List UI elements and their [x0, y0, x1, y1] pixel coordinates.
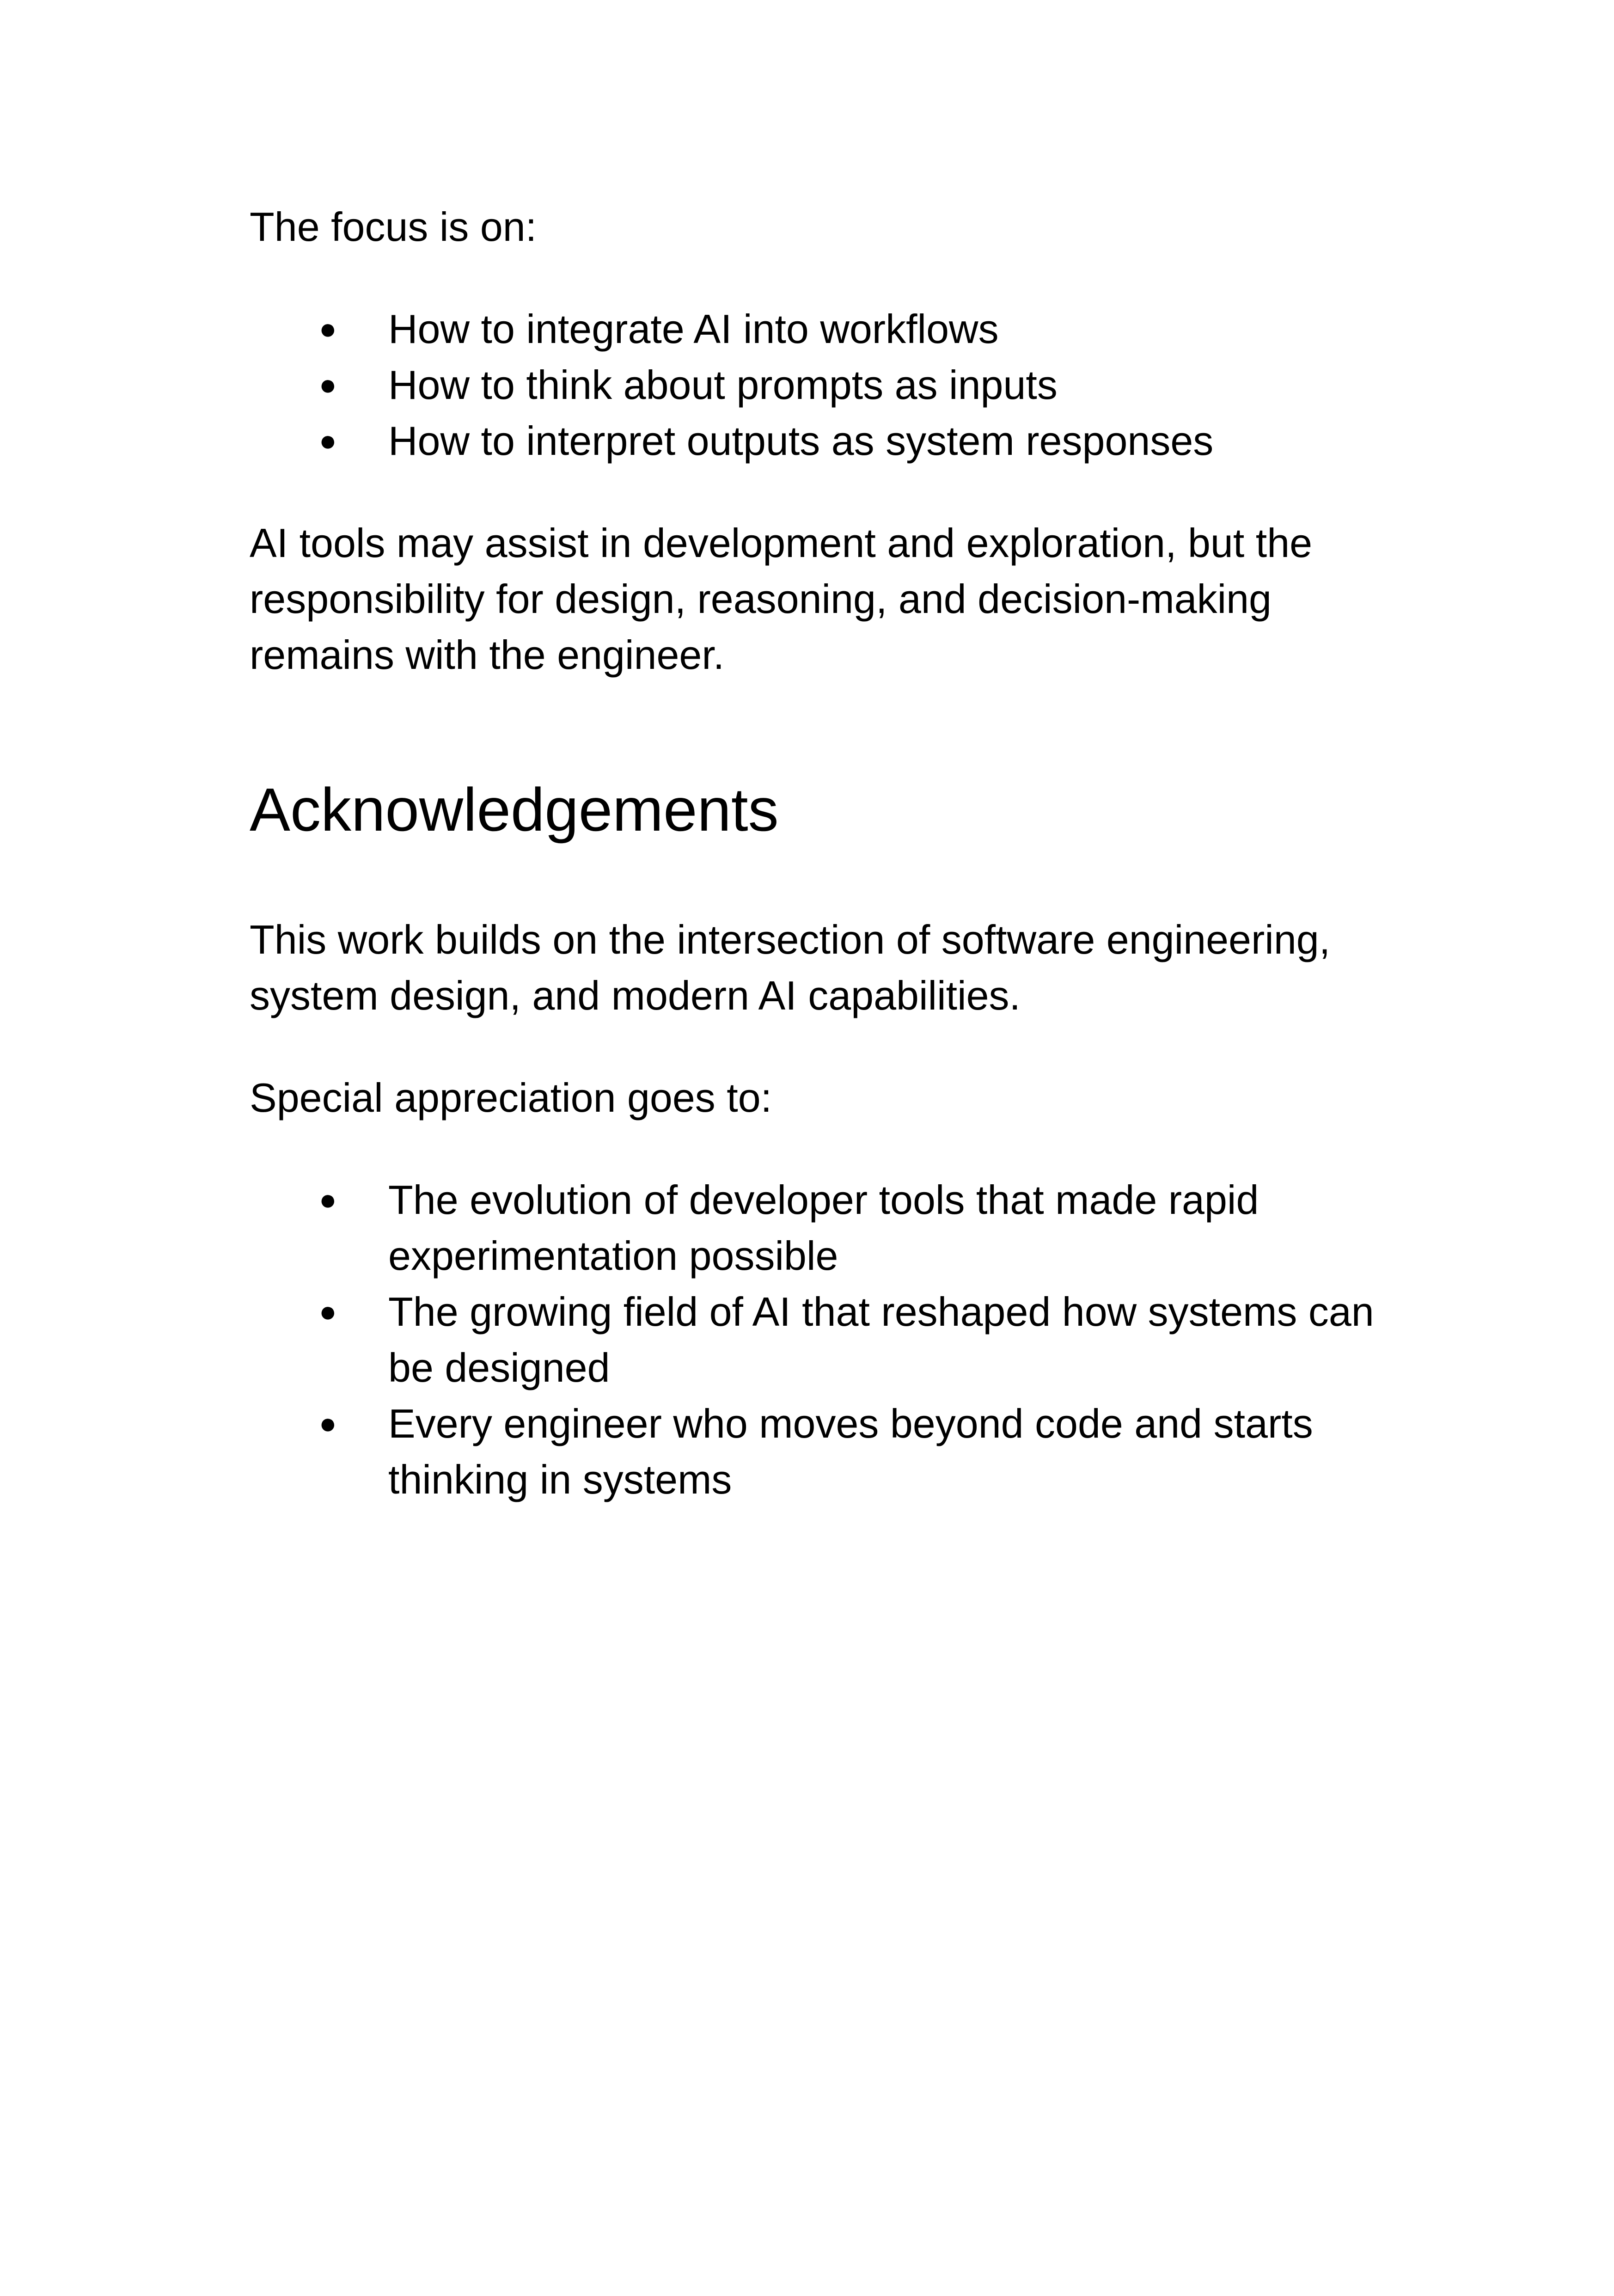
bullet-icon: ● [319, 1295, 337, 1328]
bullet-icon: ● [319, 368, 337, 401]
focus-list [250, 301, 1396, 469]
list-item-text: How to integrate AI into workflows [388, 306, 999, 352]
list-item-text: The evolution of developer tools that made rapid experimentation possible [388, 1177, 1259, 1279]
page-content [250, 199, 1396, 1507]
list-item [250, 1172, 1396, 1284]
bullet-icon: ● [319, 1183, 337, 1216]
section-heading: Acknowledgements [250, 776, 779, 844]
list-item [250, 413, 1396, 469]
list-item-text: How to think about prompts as inputs [388, 362, 1058, 408]
bullet-icon: ● [319, 1407, 337, 1440]
special-appreciation-intro: Special appreciation goes to: [250, 1075, 772, 1120]
acknowledgement-paragraph: This work builds on the intersection of software engineering, system design, and modern AI capabilities. [250, 917, 1331, 1018]
list-item-text: Every engineer who moves beyond code and starts thinking in systems [388, 1401, 1313, 1502]
list-item-text: The growing field of AI that reshaped how systems can be designed [388, 1289, 1374, 1390]
ai-responsibility-paragraph: AI tools may assist in development and exploration, but the responsibility for design, reasoning, and decision-making remains with the engineer. [250, 520, 1313, 678]
list-item [250, 357, 1396, 413]
list-item [250, 1396, 1396, 1507]
list-item [250, 301, 1396, 357]
appreciation-list [250, 1172, 1396, 1507]
focus-intro-text: The focus is on: [250, 204, 537, 250]
list-item [250, 1284, 1396, 1396]
list-item-text: How to interpret outputs as system responses [388, 418, 1214, 464]
bullet-icon: ● [319, 312, 337, 345]
bullet-icon: ● [319, 424, 337, 457]
